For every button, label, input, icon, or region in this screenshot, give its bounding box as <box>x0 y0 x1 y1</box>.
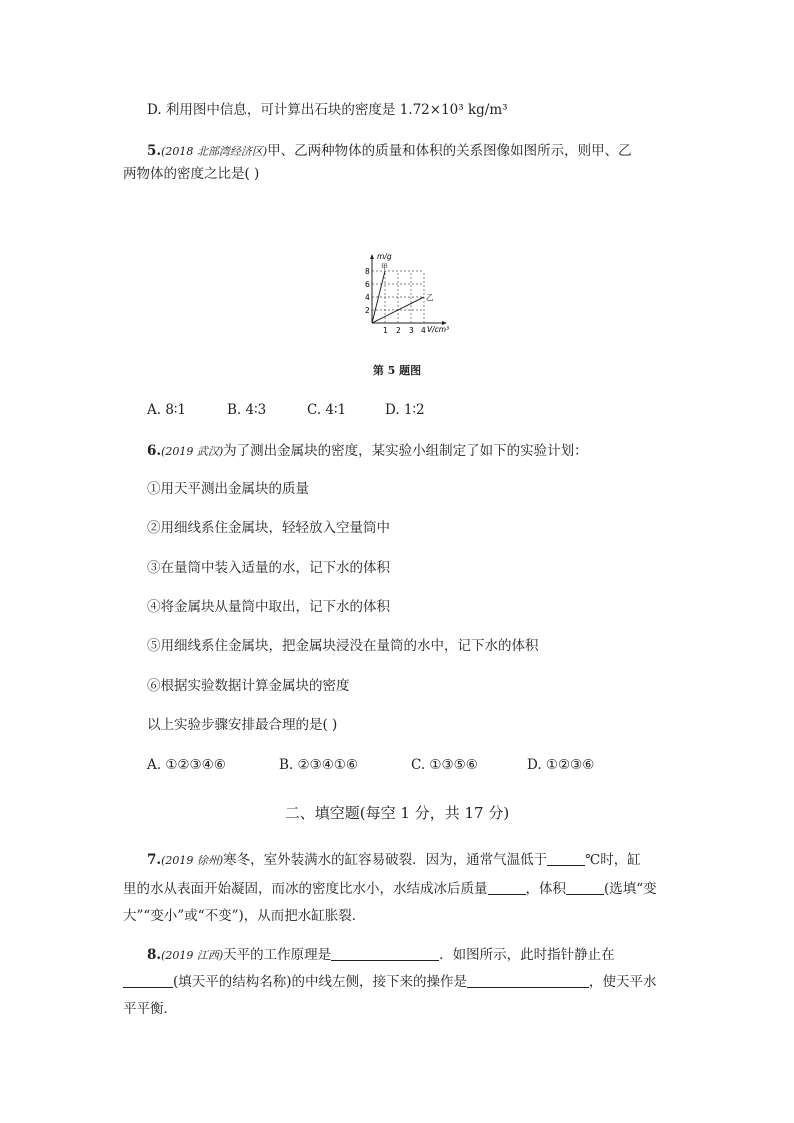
q8-line2 <box>123 973 657 991</box>
section2-heading: 二、填空题(每空 1 分，共 17 分) <box>284 804 510 822</box>
q6-option-c: C. ①③⑤⑥ <box>411 757 478 773</box>
q5-option-b: B. 4∶3 <box>227 402 267 418</box>
q7-blank-1[interactable] <box>547 851 585 866</box>
q7-text-2c: (选填“变 <box>604 881 657 897</box>
q7-blank-3[interactable] <box>566 880 604 895</box>
x-tick-2: 2 <box>396 326 401 335</box>
q7-text-3: 大”“变小”或“不变”)，从而把水缸胀裂． <box>123 908 366 924</box>
q8-text-2a: (填天平的结构名称)的中线左侧，接下来的操作是 <box>173 974 468 990</box>
series-label-jia: 甲 <box>381 263 388 271</box>
q7-line2 <box>123 880 657 898</box>
y-axis-arrow <box>370 254 374 259</box>
y-tick-2: 2 <box>365 306 370 315</box>
q5-figure-caption: 第 5 题图 <box>372 364 422 377</box>
q7-source: (2019 徐州) <box>161 854 224 867</box>
x-axis-label: V/cm³ <box>427 325 450 334</box>
q6-text: 为了测出金属块的密度，某实验小组制定了如下的实验计划： <box>223 443 588 459</box>
q6-step-3: ③在量筒中装入适量的水，记下水的体积 <box>147 560 390 576</box>
q8-text-2b: ，使天平水 <box>589 974 657 990</box>
q6-option-a: A. ①②③④⑥ <box>147 757 226 773</box>
x-tick-4: 4 <box>421 326 426 335</box>
q5-text-1: 甲、乙两种物体的质量和体积的关系图像如图所示，则甲、乙 <box>267 143 632 159</box>
q7-text-1a: 寒冬，室外装满水的缸容易破裂．因为，通常气温低于 <box>223 852 548 868</box>
x-tick-3: 3 <box>409 326 414 335</box>
y-tick-4: 4 <box>365 293 370 302</box>
q5-line1 <box>147 142 632 161</box>
q7-blank-2[interactable] <box>488 880 526 895</box>
y-tick-8: 8 <box>365 267 370 276</box>
q6-step-1: ①用天平测出金属块的质量 <box>147 481 309 497</box>
q6-question: 以上实验步骤安排最合理的是( ) <box>147 717 338 733</box>
y-tick-6: 6 <box>365 280 370 289</box>
q7-text-1b: ℃时，缸 <box>585 852 641 868</box>
q7-number: 7. <box>147 852 162 868</box>
q6-step-2: ②用细线系住金属块，轻轻放入空量筒中 <box>147 520 390 536</box>
q5-option-a: A. 8∶1 <box>147 402 187 418</box>
q6-option-b: B. ②③④①⑥ <box>279 757 359 773</box>
y-axis-label: m/g <box>377 252 392 261</box>
q5-source: (2018 北部湾经济区) <box>161 145 268 158</box>
q7-line1 <box>147 851 641 870</box>
q5-text-2: 两物体的密度之比是( ) <box>123 166 260 182</box>
q4-option-d: D. 利用图中信息，可计算出石块的密度是 1.72×10³ kg/m³ <box>147 102 508 118</box>
q5-option-c: C. 4∶1 <box>307 402 347 418</box>
q6-step-4: ④将金属块从量筒中取出，记下水的体积 <box>147 599 390 615</box>
q8-blank-2[interactable] <box>123 973 173 988</box>
q6-line1 <box>147 442 588 461</box>
q8-blank-3[interactable] <box>467 973 589 988</box>
q6-number: 6. <box>147 443 162 459</box>
q7-text-2a: 里的水从表面开始凝固，而冰的密度比水小，水结成冰后质量 <box>123 881 488 897</box>
q7-text-2b: ，体积 <box>525 881 566 897</box>
q6-step-6: ⑥根据实验数据计算金属块的密度 <box>147 678 350 694</box>
q8-text-1a: 天平的工作原理是 <box>223 947 332 963</box>
q5-options <box>147 401 425 419</box>
q8-source: (2019 江西) <box>161 949 224 962</box>
q5-number: 5. <box>147 143 162 159</box>
q6-options <box>147 756 594 774</box>
q8-number: 8. <box>147 947 162 963</box>
x-tick-1: 1 <box>383 326 388 335</box>
q5-graph <box>335 248 465 348</box>
graph-grid <box>372 271 424 323</box>
q5-option-d: D. 1∶2 <box>385 402 425 418</box>
series-label-yi: 乙 <box>426 293 434 302</box>
q6-option-d: D. ①②③⑥ <box>527 757 595 773</box>
q8-text-1b: ．如图所示，此时指针静止在 <box>439 947 615 963</box>
q8-line1 <box>147 946 615 965</box>
q8-blank-1[interactable] <box>331 946 439 961</box>
q6-source: (2019 武汉) <box>161 445 224 458</box>
q6-step-5: ⑤用细线系住金属块，把金属块浸没在量筒的水中，记下水的体积 <box>147 638 539 654</box>
q8-text-3: 平平衡． <box>123 1001 177 1017</box>
